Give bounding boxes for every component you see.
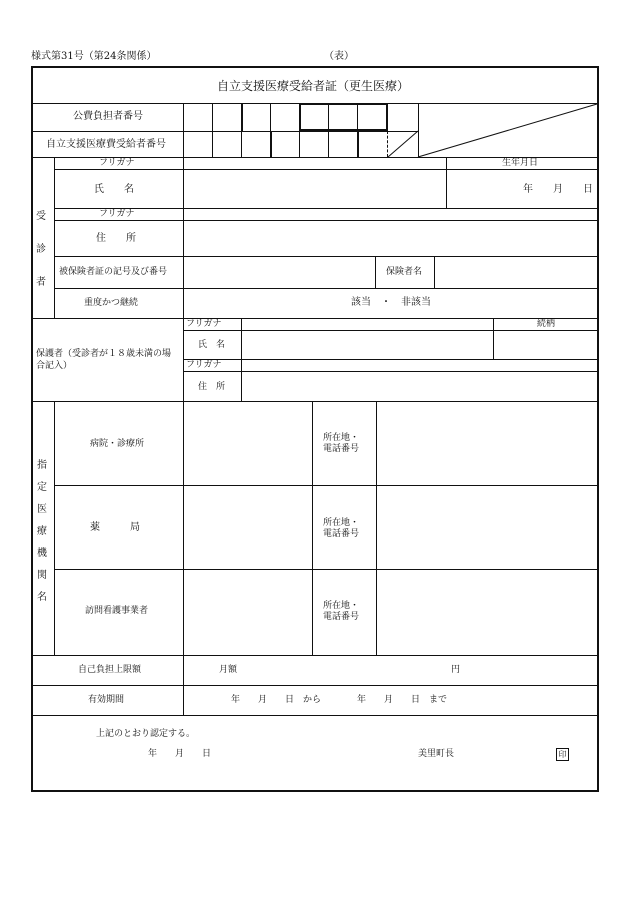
severe-continuous-label: 重度かつ継続 [84, 298, 139, 308]
recipient-group-label: 受 診 者 [36, 211, 46, 288]
relationship-label: 続柄 [537, 319, 556, 329]
insurer-name-label: 保険者名 [386, 267, 423, 277]
guardian-label: 保護者（受診者が１８歳未満の場合記入） [36, 349, 172, 371]
birth-date-label: 生年月日 [502, 158, 539, 168]
column-divider [375, 256, 376, 288]
severe-options: 該当 ・ 非該当 [351, 297, 431, 308]
guardian-address-label: 住 所 [198, 382, 226, 392]
row-divider [54, 208, 599, 209]
row-divider [183, 330, 599, 331]
furigana-label: フリガナ [99, 209, 135, 219]
row-divider [54, 288, 599, 289]
guardian-furigana-label: フリガナ [186, 319, 222, 329]
row-divider [183, 371, 599, 372]
row-divider [54, 256, 599, 257]
insurance-number-label: 被保険者証の記号及び番号 [59, 267, 168, 277]
column-divider [434, 256, 435, 288]
column-divider [54, 401, 55, 655]
row-divider [54, 485, 599, 486]
address-label: 住 所 [96, 233, 136, 244]
nursing-location-label: 所在地・ 電話番号 [323, 601, 360, 622]
name-label: 氏 名 [94, 184, 134, 195]
guardian-name-label: 氏 名 [198, 340, 226, 350]
birth-date-format: 年 月 日 [523, 184, 593, 195]
certification-date: 年 月 日 [148, 749, 212, 759]
mayor-label: 美里町長 [418, 749, 455, 759]
row-divider [54, 169, 599, 170]
row-divider [183, 359, 599, 360]
form-number: 様式第31号（第24条関係） [31, 51, 157, 62]
seal-mark: 印 [556, 748, 569, 761]
furigana-label: フリガナ [99, 158, 135, 168]
payer-number-label: 公費負担者番号 [73, 111, 143, 122]
copay-limit-label: 自己負担上限額 [78, 665, 142, 675]
column-divider [376, 401, 377, 655]
column-divider [183, 401, 184, 655]
guardian-furigana-label: フリガナ [186, 360, 222, 370]
column-divider [183, 655, 184, 715]
monthly-label: 月額 [219, 665, 238, 675]
pharmacy-label: 薬 局 [90, 522, 140, 533]
yen-label: 円 [451, 665, 461, 675]
hospital-location-label: 所在地・ 電話番号 [323, 433, 360, 454]
column-divider [446, 157, 447, 208]
row-divider [54, 569, 599, 570]
hospital-label: 病院・診療所 [90, 439, 145, 449]
validity-period: 年 月 日 から 年 月 日 まで [231, 695, 448, 705]
column-divider [54, 157, 55, 318]
recipient-number-label: 自立支援医療費受給者番号 [46, 139, 166, 150]
row-divider [54, 220, 599, 221]
column-divider [183, 157, 184, 318]
validity-label: 有効期間 [88, 695, 125, 705]
institution-group-label: 指 定 医 療 機 関 名 [37, 460, 47, 603]
form-side: （表） [324, 51, 354, 62]
certification-text: 上記のとおり認定する。 [96, 729, 196, 739]
nursing-provider-label: 訪問看護事業者 [85, 606, 149, 616]
column-divider [493, 318, 494, 359]
form-title: 自立支援医療受給者証（更生医療） [217, 79, 410, 93]
pharmacy-location-label: 所在地・ 電話番号 [323, 518, 360, 539]
column-divider [312, 401, 313, 655]
